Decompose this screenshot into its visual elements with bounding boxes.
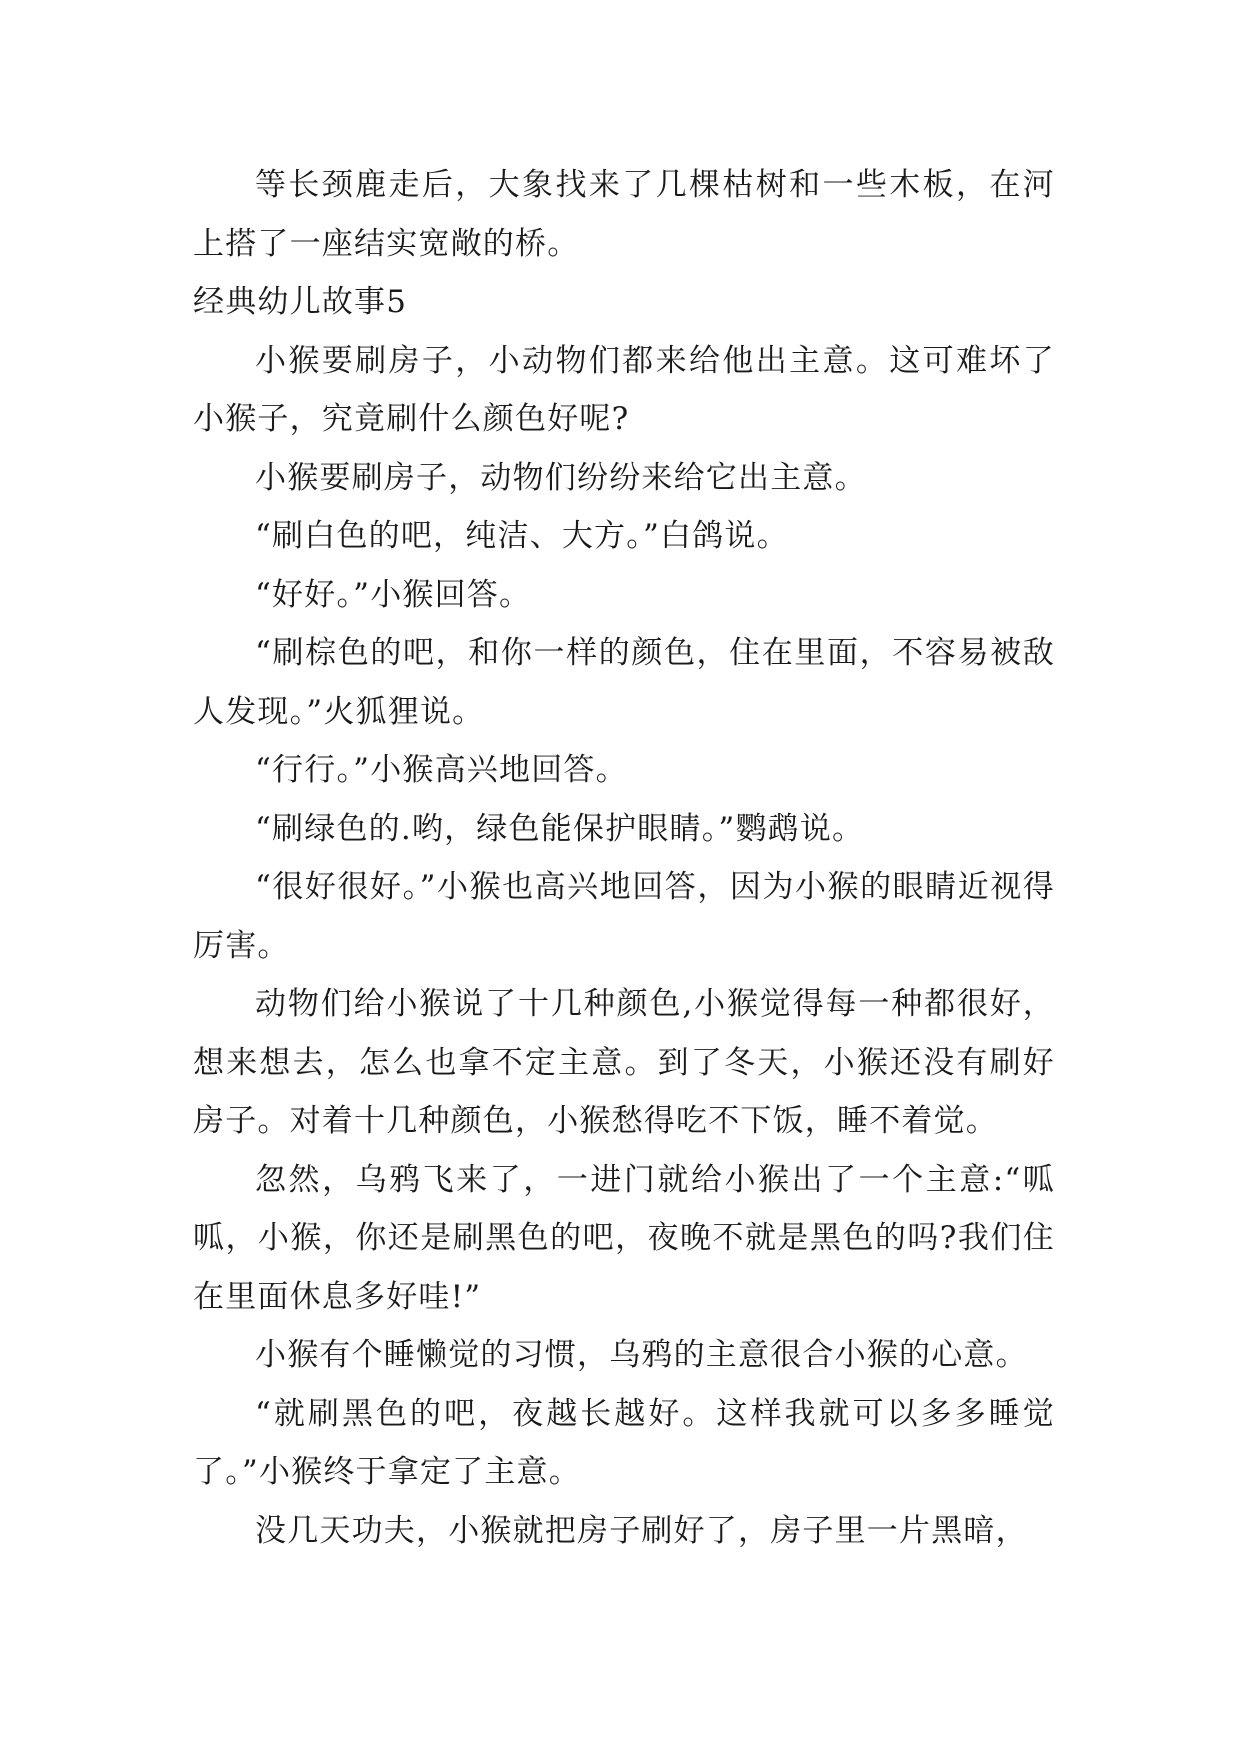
paragraph: “刷棕色的吧，和你一样的颜色，住在里面，不容易被敌人发现。”火狐狸说。 — [193, 635, 1055, 730]
paragraph: “行行。”小猴高兴地回答。 — [255, 752, 628, 788]
section-heading: 经典幼儿故事5 — [193, 284, 408, 320]
paragraph: “好好。”小猴回答。 — [255, 576, 532, 613]
paragraph: 小猴要刷房子，小动物们都来给他出主意。这可难坏了小猴子，究竟刷什么颜色好呢? — [193, 342, 1055, 437]
paragraph: “就刷黑色的吧，夜越长越好。这样我就可以多多睡觉了。”小猴终于拿定了主意。 — [193, 1395, 1055, 1490]
document-body — [193, 156, 1055, 1560]
paragraph: 忽然，乌鸦飞来了，一进门就给小猴出了一个主意:“呱呱，小猴，你还是刷黑色的吧，夜晚不就是黑色的吗?我们住在里面休息多好哇!” — [193, 1161, 1055, 1315]
paragraph: “刷白色的吧，纯洁、大方。”白鸽说。 — [255, 518, 789, 554]
paragraph: 动物们给小猴说了十几种颜色,小猴觉得每一种都很好，想来想去，怎么也拿不定主意。到了冬天，小猴还没有刷好房子。对着十几种颜色，小猴愁得吃不下饭，睡不着觉。 — [193, 986, 1055, 1139]
paragraph: “很好很好。”小猴也高兴地回答，因为小猴的眼睛近视得厉害。 — [193, 869, 1055, 964]
paragraph: 小猴要刷房子，动物们纷纷来给它出主意。 — [255, 459, 867, 496]
paragraph: “刷绿色的.哟，绿色能保护眼睛。”鹦鹉说。 — [255, 810, 865, 847]
paragraph: 等长颈鹿走后，大象找来了几棵枯树和一些木板，在河上搭了一座结实宽敞的桥。 — [193, 167, 1055, 262]
paragraph: 小猴有个睡懒觉的习惯，乌鸦的主意很合小猴的心意。 — [255, 1337, 1028, 1373]
paragraph: 没几天功夫，小猴就把房子刷好了，房子里一片黑暗， — [255, 1512, 1028, 1549]
